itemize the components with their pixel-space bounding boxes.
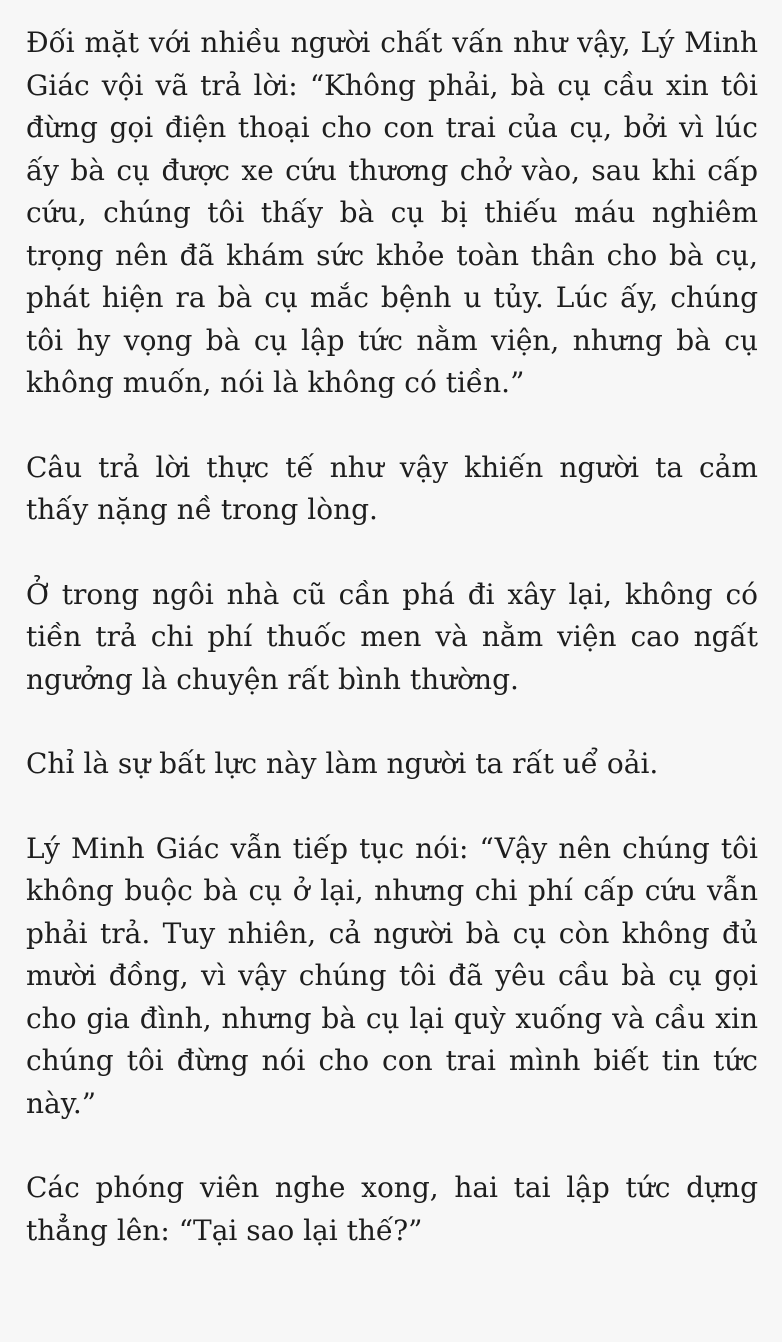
paragraph-1: Đối mặt với nhiều người chất vấn như vậy, Lý Minh Giác vội vã trả lời: “Không phải, bà cụ cầu xin tôi đừng gọi điện thoại cho con trai của cụ, bởi vì lúc ấy bà cụ được xe cứu thương chở vào, sau khi cấp cứu, chúng tôi thấy bà cụ bị thiếu máu nghiêm trọng nên đã khám sức khỏe toàn thân cho bà cụ, phát hiện ra bà cụ mắc bệnh u tủy. Lúc ấy, chúng tôi hy vọng bà cụ lập tức nằm viện, nhưng bà cụ không muốn, nói là không có tiền.”: [26, 26, 758, 399]
paragraph-2: Câu trả lời thực tế như vậy khiến người ta cảm thấy nặng nề trong lòng.: [26, 450, 758, 526]
paragraph-4: Chỉ là sự bất lực này làm người ta rất uể oải.: [26, 747, 659, 780]
paragraph-6: Các phóng viên nghe xong, hai tai lập tức dựng thẳng lên: “Tại sao lại thế?”: [26, 1171, 758, 1247]
paragraph-3: Ở trong ngôi nhà cũ cần phá đi xây lại, không có tiền trả chi phí thuốc men và nằm viện cao ngất ngưởng là chuyện rất bình thường.: [26, 577, 758, 696]
reader-page: [26, 22, 758, 1252]
paragraph-5: Lý Minh Giác vẫn tiếp tục nói: “Vậy nên chúng tôi không buộc bà cụ ở lại, nhưng chi phí cấp cứu vẫn phải trả. Tuy nhiên, cả người bà cụ còn không đủ mười đồng, vì vậy chúng tôi đã yêu cầu bà cụ gọi cho gia đình, nhưng bà cụ lại quỳ xuống và cầu xin chúng tôi đừng nói cho con trai mình biết tin tức này.”: [26, 831, 758, 1120]
